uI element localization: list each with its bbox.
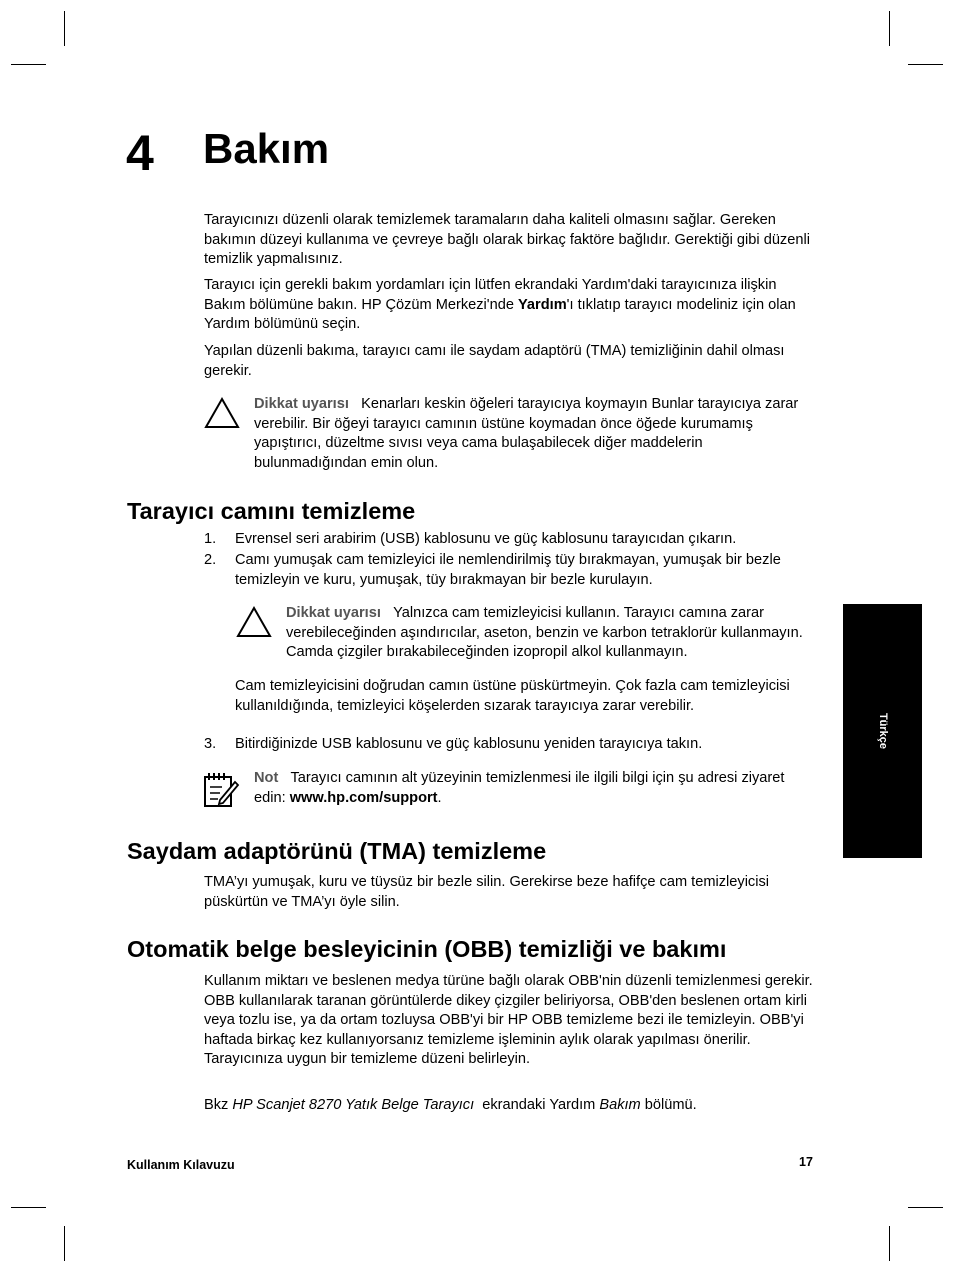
crop-mark bbox=[64, 11, 65, 46]
crop-mark bbox=[11, 1207, 46, 1208]
reference-paragraph: Bkz HP Scanjet 8270 Yatık Belge Tarayıcı ekrandaki Yardım Bakım bölümü. bbox=[204, 1097, 697, 1113]
chapter-number: 4 bbox=[126, 125, 154, 181]
note-label: Not bbox=[254, 770, 279, 786]
intro-paragraph: Tarayıcınızı düzenli olarak temizlemek taramaların daha kaliteli olmasını sağlar. Gereken bakımın düzeyi kullanıma ve çevreye bağlı olarak birkaç faktöre bağlıdır. Gerektiği gibi düzenli temizlik yapmalısınız. bbox=[204, 212, 810, 267]
crop-mark bbox=[889, 1226, 890, 1261]
caution-note: Dikkat uyarısı Kenarları keskin öğeleri tarayıcıya koymayın Bunlar tarayıcıya zarar verebilir. Bir öğeyi tarayıcı camının üstüne koymadan önce öğede kurumamış yapıştırıcı, düzeltme sıvısı veya cama bulaşabilecek diğer maddelerin bulunmadığından emin olun. bbox=[254, 396, 799, 471]
crop-mark bbox=[908, 64, 943, 65]
crop-mark bbox=[64, 1226, 65, 1261]
caution-label: Dikkat uyarısı bbox=[254, 396, 349, 412]
crop-mark bbox=[11, 64, 46, 65]
note-pad-icon bbox=[202, 770, 240, 810]
step-text: Evrensel seri arabirim (USB) kablosunu ve güç kablosunu tarayıcıdan çıkarın. bbox=[235, 531, 737, 547]
step-text: Camı yumuşak cam temizleyici ile nemlendirilmiş tüy bırakmayan, yumuşak bir bezle temizleyin ve kuru, yumuşak, tüy bırakmayan bir bezle kurulayın. bbox=[235, 552, 781, 588]
intro-paragraph: Tarayıcı için gerekli bakım yordamları için lütfen ekrandaki Yardım'daki tarayıcınıza ilişkin Bakım bölümüne bakın. HP Çözüm Merkezi'nde Yardım'ı tıklatıp tarayıcı modeliniz için olan Yardım bölümünü seçin. bbox=[204, 277, 796, 332]
section-heading: Saydam adaptörünü (TMA) temizleme bbox=[127, 838, 547, 864]
step-number: 3. bbox=[204, 736, 217, 752]
step-number: 2. bbox=[204, 552, 217, 568]
crop-mark bbox=[908, 1207, 943, 1208]
language-tab bbox=[843, 604, 922, 858]
help-term: Yardım bbox=[518, 296, 567, 313]
intro-paragraph: Yapılan düzenli bakıma, tarayıcı camı ile saydam adaptörü (TMA) temizliğinin dahil olması gerekir. bbox=[204, 343, 785, 379]
step-detail: Cam temizleyicisini doğrudan camın üstüne püskürtmeyin. Çok fazla cam temizleyicisi kullanıldığında, temizleyici köşelerden sızarak tarayıcıya zarar verebilir. bbox=[235, 678, 790, 714]
step-number: 1. bbox=[204, 531, 217, 547]
crop-mark bbox=[889, 11, 890, 46]
footer-title: Kullanım Kılavuzu bbox=[127, 1158, 235, 1172]
section-paragraph: TMA’yı yumuşak, kuru ve tüysüz bir bezle silin. Gerekirse beze hafifçe cam temizleyicisi püskürtün ve TMA’yı öyle silin. bbox=[204, 874, 770, 910]
caution-label: Dikkat uyarısı bbox=[286, 605, 381, 621]
step-text: Bitirdiğinizde USB kablosunu ve güç kablosunu yeniden tarayıcıya takın. bbox=[235, 736, 703, 752]
chapter-title: Bakım bbox=[203, 125, 330, 172]
section-heading: Otomatik belge besleyicinin (OBB) temizliği ve bakımı bbox=[127, 936, 727, 962]
warning-triangle-icon bbox=[236, 605, 272, 639]
section-paragraph: Kullanım miktarı ve beslenen medya türüne bağlı olarak OBB'nin düzenli temizlenmesi gerekir. OBB kullanılarak taranan görüntülerde dikey çizgiler beliriyorsa, OBB'den beslenen ortam kirli veya tozlu ise, ya da ortam tozluysa OBB'yi bir HP OBB temizleme bezi ile temizleyin. OBB'yi haftada birkaç kez kullanıyorsanız temizleme işleminin aylık olarak yapılması önerilir. Tarayıcınıza uygun bir temizleme düzeni belirleyin. bbox=[204, 973, 813, 1067]
support-link[interactable]: www.hp.com/support bbox=[289, 789, 438, 806]
page-number: 17 bbox=[799, 1155, 813, 1169]
caution-note: Dikkat uyarısı Yalnızca cam temizleyicisi kullanın. Tarayıcı camına zarar verebileceğinden aşındırıcılar, aseton, benzin ve karbon tetraklorür kullanmayın. Camda çizgiler bırakabileceğinden izopropil alkol kullanmayın. bbox=[286, 605, 803, 660]
section-heading: Tarayıcı camını temizleme bbox=[127, 498, 416, 524]
note-text: Not Tarayıcı camının alt yüzeyinin temizlenmesi ile ilgili bilgi için şu adresi ziyaret edin: www.hp.com/support. bbox=[254, 770, 785, 806]
language-label: Türkçe bbox=[876, 712, 889, 750]
warning-triangle-icon bbox=[204, 396, 240, 430]
